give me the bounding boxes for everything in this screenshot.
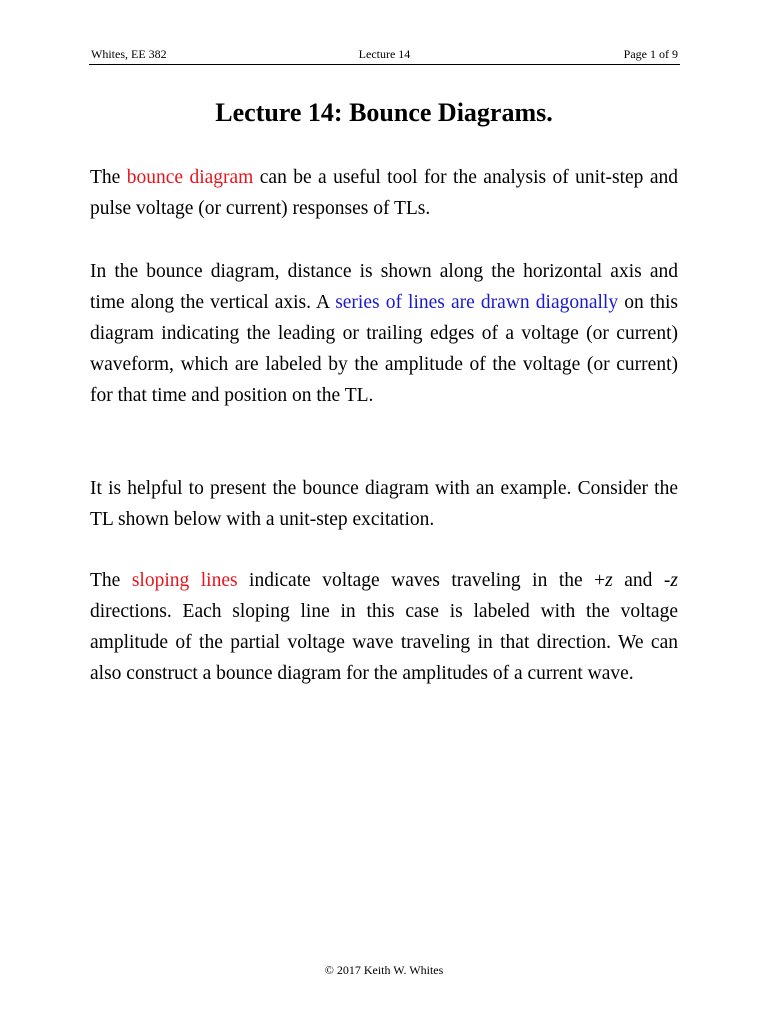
paragraph-text: In the bounce diagram, distance is shown along the horizontal axis and time along the vertical axis. A	[90, 261, 678, 313]
paragraph-text: directions. Each sloping line in this case is labeled with the voltage amplitude of the partial voltage wave traveling in that direction. We can also construct a bounce diagram for the amplitudes of a current wave.	[90, 601, 678, 684]
variable-z: z	[670, 570, 678, 591]
paragraph-axes	[90, 256, 678, 411]
highlight-sloping-lines: sloping lines	[131, 570, 238, 591]
variable-z: z	[605, 570, 613, 591]
highlight-bounce-diagram: bounce diagram	[126, 167, 254, 188]
page-title: Lecture 14: Bounce Diagrams.	[215, 98, 553, 127]
header-course: Whites, EE 382	[91, 47, 167, 61]
paragraph-text: on this diagram indicating the leading or trailing edges of a voltage (or current) waveform, which are labeled by the amplitude of the voltage (or current) for that time and position on the TL.	[90, 292, 678, 406]
paragraph-example	[90, 473, 678, 535]
page-footer-copyright: © 2017 Keith W. Whites	[324, 963, 444, 977]
paragraph-text: It is helpful to present the bounce diagram with an example. Consider the TL shown below with a unit-step excitation.	[90, 478, 678, 530]
highlight-series-of-lines: series of lines are drawn diagonally	[335, 292, 619, 313]
paragraph-intro	[90, 162, 678, 224]
paragraph-text: can be a useful tool for the analysis of unit-step and pulse voltage (or current) responses of TLs.	[90, 167, 678, 219]
paragraph-text: indicate voltage waves traveling in the +	[237, 570, 606, 591]
paragraph-sloping-lines	[90, 565, 678, 689]
page-header	[89, 44, 680, 65]
paragraph-text: and -	[612, 570, 671, 591]
header-lecture: Lecture 14	[358, 47, 411, 61]
paragraph-text: The	[90, 570, 132, 591]
header-page-number: Page 1 of 9	[623, 47, 678, 61]
paragraph-text: The	[90, 167, 127, 188]
